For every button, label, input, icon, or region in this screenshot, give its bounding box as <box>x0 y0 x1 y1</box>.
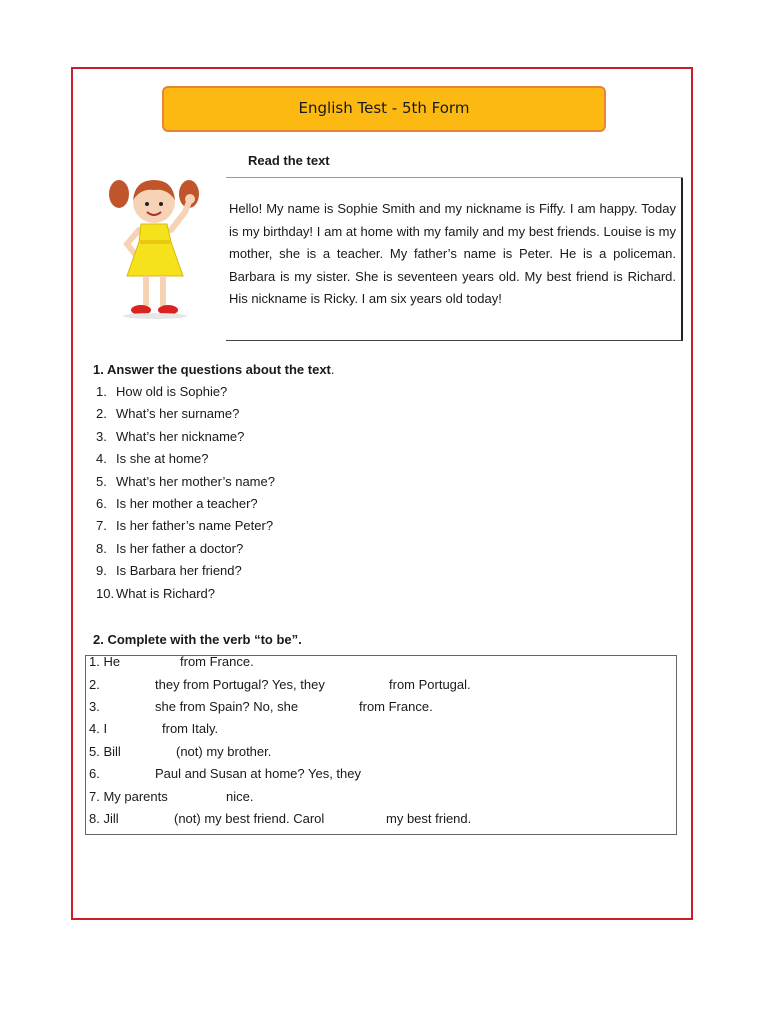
list-item: 8. Is her father a doctor? <box>96 540 244 556</box>
list-item: 3. What’s her nickname? <box>96 428 245 444</box>
page-title: English Test - 5th Form <box>162 86 606 132</box>
list-item: 2. What’s her surname? <box>96 406 240 422</box>
list-item: 7. Is her father’s name Peter? <box>96 518 274 534</box>
list-item: 4. Is she at home? <box>96 451 209 467</box>
list-item: 5. What’s her mother’s name? <box>96 473 275 489</box>
list-item: 1. How old is Sophie? <box>96 384 228 399</box>
section1-title: 1. Answer the questions about the text. <box>93 362 335 377</box>
list-item: 10. What is Richard? <box>96 585 215 601</box>
list-item: 9. Is Barbara her friend? <box>96 563 242 579</box>
section2-title: 2. Complete with the verb “to be”. <box>93 632 302 647</box>
reading-heading: Read the text <box>248 153 330 168</box>
reading-passage: Hello! My name is Sophie Smith and my nickname is Fiffy. I am happy. Today is my birthday! I am at home with my family and my best friends. Louise is my mother, she is a teacher. My father’s name is Peter. He is a policeman. Barbara is my sister. She is seventeen years old. My best friend is Richard. His nickname is Ricky. I am six years old today! <box>229 201 676 306</box>
question-list <box>96 381 275 605</box>
girl-illustration <box>105 172 205 322</box>
list-item: 6. Is her mother a teacher? <box>96 495 258 511</box>
